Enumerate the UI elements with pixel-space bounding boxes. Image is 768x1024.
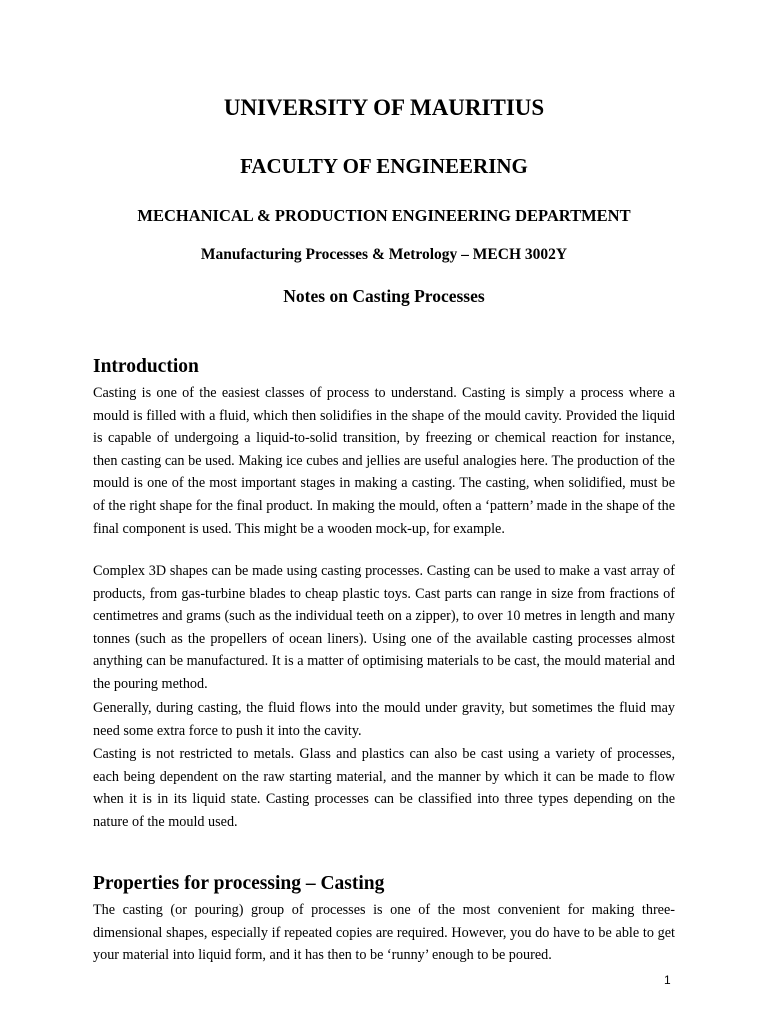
faculty-title: FACULTY OF ENGINEERING bbox=[240, 154, 528, 178]
paragraph: The casting (or pouring) group of processes is one of the most convenient for making three-dimensional shapes, especially if repeated copies are required. However, you do have to be able to get your material into liquid form, and it has then to be ‘runny’ enough to be poured. bbox=[93, 902, 675, 964]
university-title: UNIVERSITY OF MAURITIUS bbox=[223, 95, 545, 120]
page-number: 1 bbox=[664, 973, 671, 987]
section-heading-introduction: Introduction bbox=[93, 356, 199, 377]
department-title: MECHANICAL & PRODUCTION ENGINEERING DEPARTMENT bbox=[137, 206, 631, 225]
section-heading-properties: Properties for processing – Casting bbox=[93, 873, 385, 894]
notes-title: Notes on Casting Processes bbox=[283, 286, 485, 306]
paragraph: Generally, during casting, the fluid flows into the mould under gravity, but sometimes the fluid may need some extra force to push it into the cavity. bbox=[93, 700, 675, 739]
paragraph: Complex 3D shapes can be made using casting processes. Casting can be used to make a vast array of products, from gas-turbine blades to cheap plastic toys. Cast parts can range in size from fractions of centimetres and grams (such as the individual teeth on a zipper), to over 10 metres in length and many tonnes (such as the propellers of ocean liners). Using one of the available casting processes almost anything can be manufactured. It is a matter of optimising materials to be cast, the mould material and the pouring method. bbox=[93, 563, 675, 692]
paragraph: Casting is one of the easiest classes of process to understand. Casting is simply a process where a mould is filled with a fluid, which then solidifies in the shape of the mould cavity. Provided the liquid is capable of undergoing a liquid-to-solid transition, by freezing or chemical reaction for instance, then casting can be used. Making ice cubes and jellies are useful analogies here. The production of the mould is one of the most important stages in making a casting. The casting, when solidified, must be of the right shape for the final product. In making the mould, often a ‘pattern’ made in the shape of the final component is used. This might be a wooden mock-up, for example. bbox=[93, 385, 675, 537]
paragraph: Casting is not restricted to metals. Glass and plastics can also be cast using a variety of processes, each being dependent on the raw starting material, and the manner by which it can be made to flow when it is in its liquid state. Casting processes can be classified into three types depending on the nature of the mould used. bbox=[93, 746, 675, 830]
course-title: Manufacturing Processes & Metrology – MECH 3002Y bbox=[200, 246, 568, 263]
